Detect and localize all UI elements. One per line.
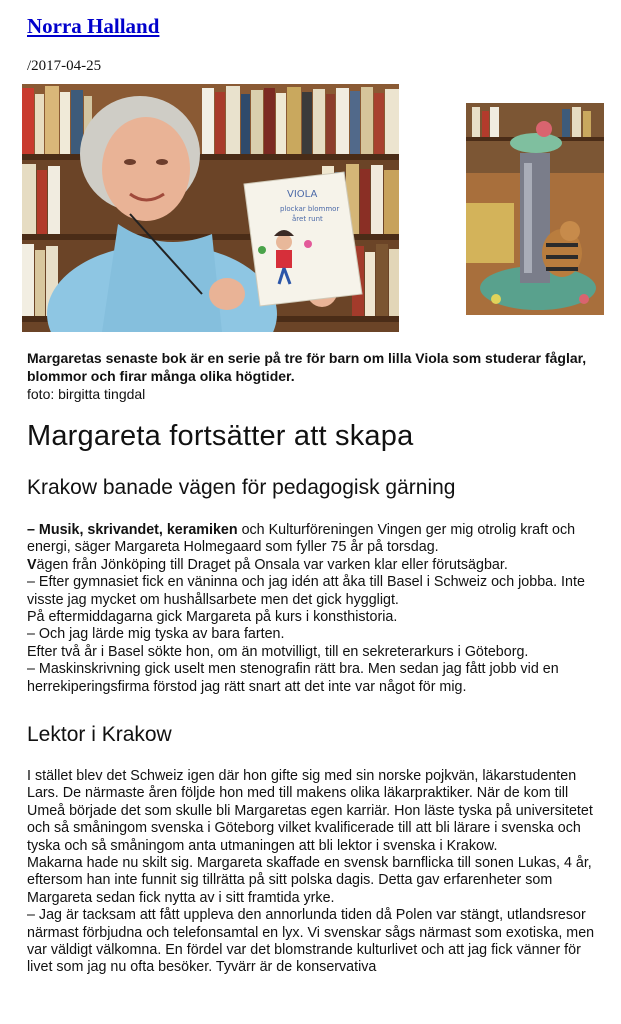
source-link[interactable]: Norra Halland xyxy=(27,14,160,38)
paragraph-rest: ägen från Jönköping till Draget på Onsala var varken klar eller förutsägbar. xyxy=(36,556,508,573)
lead-rest: och Kulturföreningen Vingen ger mig otrolig kraft och energi, säger Margareta Holmegaard som fyller 75 år på torsdag. xyxy=(27,522,576,556)
svg-text:VIOLA: VIOLA xyxy=(287,189,318,200)
paragraph: Efter två år i Basel sökte hon, om än motvilligt, till en sekreterarkurs i Göteborg. xyxy=(27,643,529,660)
book-cover xyxy=(244,172,362,306)
portrait-photo xyxy=(22,84,399,332)
paragraph: – Efter gymnasiet fick en väninna och jag idén att åka till Basel i Schweiz och jobba. Inte visste jag mycket om hushållsarbete men det gick hyggligt. xyxy=(27,574,585,608)
article-body-section xyxy=(27,768,607,977)
publish-date: /2017-04-25 xyxy=(27,58,102,74)
ceramic-sculpture-photo xyxy=(466,103,604,315)
paragraph: – Jag är tacksam att fått uppleva den annorlunda tiden då Polen var stängt, utlandsresor närmast förbjudna och telefonsamtal en lyx. Vi svenskar sågs närmast som exotiska, men var väldigt välkomna. En fördel var det blomstrande kulturlivet och att jag fick vänner för livet som jag nu ofta besöker. Tyvärr är de konservativa xyxy=(27,907,595,976)
paragraph: Makarna hade nu skilt sig. Margareta skaffade en svensk barnflicka till sonen Lukas, 4 år, eftersom han inte funnit sig tillrätta på sitt polska dagis. Detta gav erfarenheter som Margareta sedan fick nytta av i sitt framtida yrke. xyxy=(27,855,592,906)
svg-text:plockar blommor: plockar blommor xyxy=(280,205,340,213)
caption-text: Margaretas senaste bok är en serie på tre för barn om lilla Viola som studerar fåglar, blommor och firar många olika högtider. xyxy=(27,350,587,384)
article-headline: Margareta fortsätter att skapa xyxy=(27,420,414,452)
paragraph: – Maskinskrivning gick uselt men stenografin rätt bra. Men sedan jag fått jobb vid en herrekiperingsfirma förstod jag rätt snart att det inte var något för mig. xyxy=(27,661,559,695)
initial-letter: V xyxy=(27,556,37,573)
section-heading: Lektor i Krakow xyxy=(27,723,172,746)
photo-caption xyxy=(27,349,617,403)
svg-text:året runt: året runt xyxy=(292,215,323,223)
lead-paragraph xyxy=(27,522,607,557)
article-subheadline: Krakow banade vägen för pedagogisk gärning xyxy=(27,476,456,499)
photo-credit: foto: birgitta tingdal xyxy=(27,386,146,402)
article-body-intro xyxy=(27,522,607,696)
paragraph: I stället blev det Schweiz igen där hon gifte sig med sin norske pojkvän, läkarstudenten Lars. De närmaste åren följde hon med till makens olika läkarpraktiker. När de kom till Umeå började det som skulle bli Margaretas egen karriär. Hon läste tyska på universitetet och så småningom svenska i Göteborg vilket kvalificerade till att bli lärare i svenska och tyska och så småningom anta utmaningen att bli lektor i svenska i Krakow. xyxy=(27,768,593,854)
paragraph: På eftermiddagarna gick Margareta på kurs i konsthistoria. xyxy=(27,609,398,626)
paragraph: – Och jag lärde mig tyska av bara farten. xyxy=(27,626,285,643)
lead-bold: – Musik, skrivandet, keramiken xyxy=(27,522,238,538)
paragraph xyxy=(27,557,607,574)
